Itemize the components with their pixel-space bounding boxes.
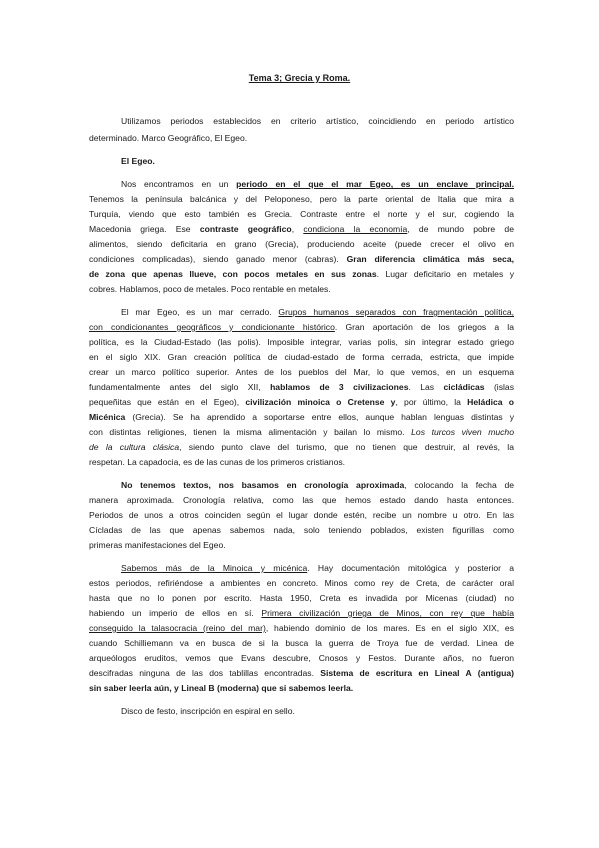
text-segment: Cícladas de las que apenas sabemos nada, solo teniendo poblados, existen figurillas como <box>89 525 514 535</box>
text-segment: con condicionantes geográficos y condicionante histórico <box>89 322 335 332</box>
text-segment: (Grecia). Se ha aprendido a soportarse entre ellos, aunque hablan lenguas distintas y <box>125 412 514 422</box>
text-segment: habiendo un imperio de ellos en sí. <box>89 608 262 618</box>
text-segment: Utilizamos periodos establecidos en criterio artístico, coincidiendo en periodo artístico <box>121 116 514 126</box>
text-line <box>89 508 514 522</box>
text-line <box>89 192 514 206</box>
text-segment: El mar Egeo, es un mar cerrado. <box>121 307 279 317</box>
text-segment: respetan. La capadocia, es de las cunas de los primeros cristianos. <box>89 457 346 467</box>
text-segment: . Hay documentación mitológica y posterior a <box>307 563 514 573</box>
text-segment: Turquía, viendo que esto también es Grecia. Contraste entre el norte y el sur, cogiendo la <box>89 209 514 219</box>
text-line <box>89 207 514 221</box>
text-line <box>89 576 514 590</box>
text-segment: , por último, la <box>395 397 468 407</box>
text-segment: contraste geográfico <box>199 224 292 234</box>
text-segment: Los turcos viven mucho <box>411 427 514 437</box>
text-segment: Nos encontramos en un <box>121 179 237 189</box>
text-segment: Micénica <box>89 412 126 422</box>
text-segment: . Lugar deficitario en metales y <box>376 269 514 279</box>
text-segment: determinado. Marco Geográfico, El Egeo. <box>89 133 248 143</box>
text-line <box>89 666 514 680</box>
text-segment: Disco de festo, inscripción en espiral en sello. <box>121 706 295 716</box>
text-segment: fundamentalmente antes del siglo XII, <box>89 382 271 392</box>
text-segment: estos periodos, refiriéndose a ambientes en concreto. Minos como rey de Creta, de carácter oral <box>89 578 514 588</box>
text-segment: , <box>291 224 304 234</box>
text-segment: (islas <box>484 382 514 392</box>
text-segment: conseguido la talasocracia (reino del mar) <box>89 623 266 633</box>
text-line <box>89 267 514 281</box>
text-line <box>89 335 514 349</box>
text-line <box>89 410 514 424</box>
text-segment: hasta que no lo ponen por escrito. Hasta 1950, Creta es invadida por Micenas (ciudad) no <box>89 593 514 603</box>
text-line <box>89 440 514 454</box>
text-line <box>121 305 514 319</box>
text-segment: condiciona la economía <box>303 224 408 234</box>
text-line <box>121 154 514 168</box>
text-line <box>89 380 514 394</box>
text-line <box>89 621 514 635</box>
text-segment: crear un marco político superior. Antes de los pueblos del Mar, lo que vemos, en un esquema <box>89 367 514 377</box>
text-segment: cicládicas <box>443 382 485 392</box>
document-title: Tema 3; Grecia y Roma. <box>248 73 351 83</box>
text-segment: manera aproximada. Cronología relativa, como las que hemos estado dando hasta entonces. <box>89 495 514 505</box>
text-line <box>89 252 514 266</box>
text-segment: hablamos de 3 civilizaciones <box>270 382 409 392</box>
text-segment: , de mundo pobre de <box>407 224 514 234</box>
text-line <box>89 395 514 409</box>
text-segment: con distintas religiones, tienen la misma alimentación y bailan lo mismo. <box>89 427 412 437</box>
text-line <box>89 455 514 469</box>
text-segment: Macedonia griega. Ese <box>89 224 200 234</box>
text-line <box>121 114 514 128</box>
text-line <box>121 561 514 575</box>
text-line <box>89 222 514 236</box>
text-segment: de la cultura clásica <box>89 442 180 452</box>
text-line <box>121 177 514 191</box>
text-segment: civilización minoica o Cretense y <box>245 397 396 407</box>
text-segment: sin saber leerla aún, y Lineal B (moderna) que si sabemos leerla. <box>89 683 354 693</box>
text-segment: condiciones complicadas), siendo ganado menor (cabras). <box>89 254 347 264</box>
text-line <box>89 591 514 605</box>
text-segment: Sistema de escritura en Lineal A (antigua) <box>320 668 514 678</box>
text-line <box>89 681 514 695</box>
text-line <box>121 478 514 492</box>
text-segment: política, es la Ciudad-Estado (las polis). Imposible integrar, varias polis, sin integrar estado griego <box>89 337 514 347</box>
text-segment: cuando Schilliemann va en busca de si la busca la guerra de Troya fue de verdad. Linea de <box>89 638 514 648</box>
text-segment: El Egeo. <box>121 156 155 166</box>
text-segment: pequeñitas que están en el Egeo), <box>89 397 246 407</box>
text-segment: en el siglo XIX. Gran creación política de ciudad-estado de forma cerrada, estricta, que impide <box>89 352 514 362</box>
text-segment: , colocando la fecha de <box>404 480 514 490</box>
text-segment: Gran diferencia climática más seca, <box>346 254 514 264</box>
text-line <box>89 282 514 296</box>
text-segment: , habiendo dominio de los mares. Es en el siglo XIX, es <box>265 623 514 633</box>
text-line <box>89 320 514 334</box>
text-line <box>89 493 514 507</box>
text-segment: descifradas ninguna de las dos tablillas encontradas. <box>89 668 321 678</box>
text-line <box>89 350 514 364</box>
text-line <box>89 425 514 439</box>
text-line <box>89 606 514 620</box>
text-segment: arqueólogos eruditos, vemos que Evans descubre, Cnosos y Festos. Durante años, no fueron <box>89 653 514 663</box>
text-segment: periodo en el que el mar Egeo, es un enclave principal. <box>236 179 514 189</box>
text-segment: . Las <box>408 382 444 392</box>
text-line <box>89 651 514 665</box>
text-segment: Heládica o <box>467 397 514 407</box>
text-line <box>89 131 514 145</box>
text-segment: alimentos, siendo deficitaria en grano (Grecia), produciendo aceite (puede crecer el olivo en <box>89 239 514 249</box>
text-line <box>89 365 514 379</box>
text-line <box>89 538 514 552</box>
text-segment: de zona que apenas llueve, con pocos metales en sus zonas <box>89 269 377 279</box>
text-segment: No tenemos textos, nos basamos en cronología aproximada <box>121 480 405 490</box>
text-segment: . Gran aportación de los griegos a la <box>334 322 514 332</box>
text-line <box>89 636 514 650</box>
text-line <box>89 237 514 251</box>
text-segment: Primera civilización griega de Minos, con rey que había <box>261 608 514 618</box>
text-segment: primeras manifestaciones del Egeo. <box>89 540 226 550</box>
text-line <box>121 704 514 718</box>
text-segment: cobres. Hablamos, poco de metales. Poco rentable en metales. <box>89 284 331 294</box>
text-segment: Periodos de unos a otros coinciden según el lugar donde estén, recibe un nombre u otro. En las <box>89 510 514 520</box>
text-segment: , siendo punto clave del turismo, que no tienen que destruir, al revés, la <box>179 442 514 452</box>
text-line <box>89 523 514 537</box>
text-segment: Grupos humanos separados con fragmentación política, <box>278 307 514 317</box>
text-segment: Tenemos la península balcánica y del Peloponeso, pero la parte oriental de Italia que mira a <box>89 194 514 204</box>
text-segment: Sabemos más de la Minoica y micénica <box>121 563 308 573</box>
